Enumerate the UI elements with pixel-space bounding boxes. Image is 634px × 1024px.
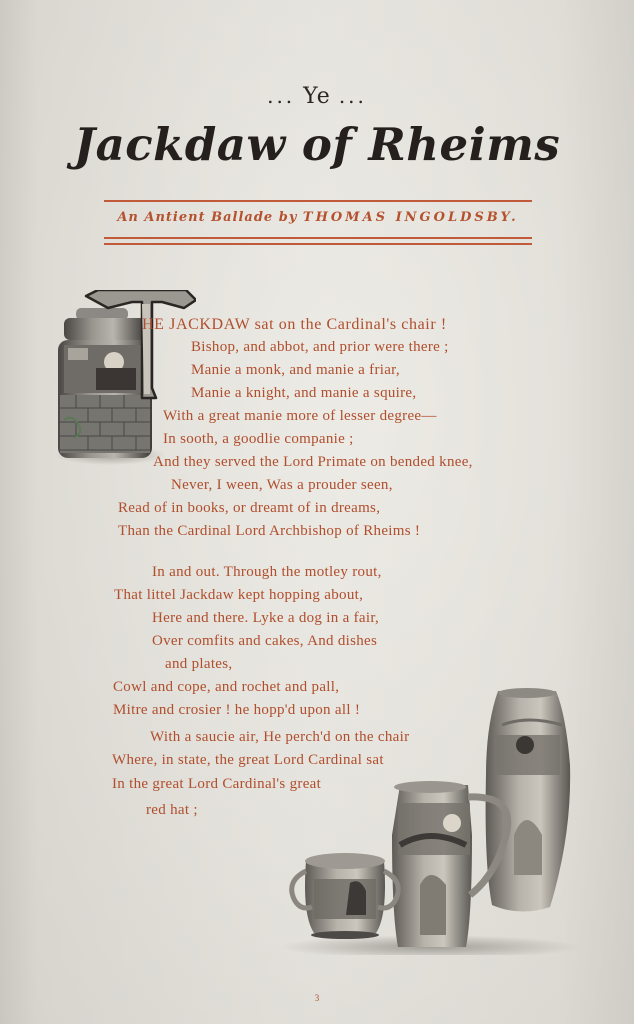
stanza-2-line-1: In and out. Through the motley rout, [152,564,382,580]
title-prefix [0,84,634,109]
page-number: 3 [314,993,320,1003]
stanza-1-line-3: Manie a monk, and manie a friar, [191,362,400,378]
stanza-2-line-11: red hat ; [146,802,198,818]
stanza-1-line-2: Bishop, and abbot, and prior were there ; [191,339,449,355]
stanza-1-line-8: Never, I ween, Was a prouder seen, [171,477,393,493]
stanza-2-line-7: Mitre and crosier ! he hopp'd upon all ! [113,702,361,718]
byline [104,210,532,225]
bottom-rule-1 [104,237,532,239]
byline-author: THOMAS INGOLDSBY. [302,210,519,225]
stanza-1-line-9: Read of in books, or dreamt of in dreams, [118,500,381,516]
stanza-2-line-5: and plates, [165,656,233,672]
stanza-2-line-8: With a saucie air, He perch'd on the chair [150,729,410,745]
stanza-1-line-7: And they served the Lord Primate on bended knee, [153,454,473,470]
stanza-2-line-3: Here and there. Lyke a dog in a fair, [152,610,380,626]
stanza-2-line-2: That littel Jackdaw kept hopping about, [114,587,364,603]
byline-prefix: An Antient Ballade by [117,210,298,225]
stanza-2-line-4: Over comfits and cakes, And dishes [152,633,378,649]
stanza-1-line-5: With a great manie more of lesser degree— [163,408,437,424]
bottom-rule-2 [104,243,532,245]
stanza-1-line-4: Manie a knight, and manie a squire, [191,385,417,401]
stanza-1-line-10: Than the Cardinal Lord Archbishop of Rheims ! [118,523,421,539]
stanza-2-line-6: Cowl and cope, and rochet and pall, [113,679,340,695]
top-rule [104,200,532,202]
stanza-1-line-6: In sooth, a goodlie companie ; [163,431,354,447]
stanza-2-line-9: Where, in state, the great Lord Cardinal sat [112,752,384,768]
page-title: Jackdaw of Rheims [73,118,561,171]
pottery-illustration [280,685,580,955]
title-prefix-ye: Ye [303,84,331,109]
title-prefix-dots-left: ... [267,84,296,108]
stanza-1-line-1: HE JACKDAW sat on the Cardinal's chair ! [142,316,447,333]
stanza-2-line-10: In the great Lord Cardinal's great [112,776,322,792]
title-prefix-dots-right: ... [338,84,367,108]
